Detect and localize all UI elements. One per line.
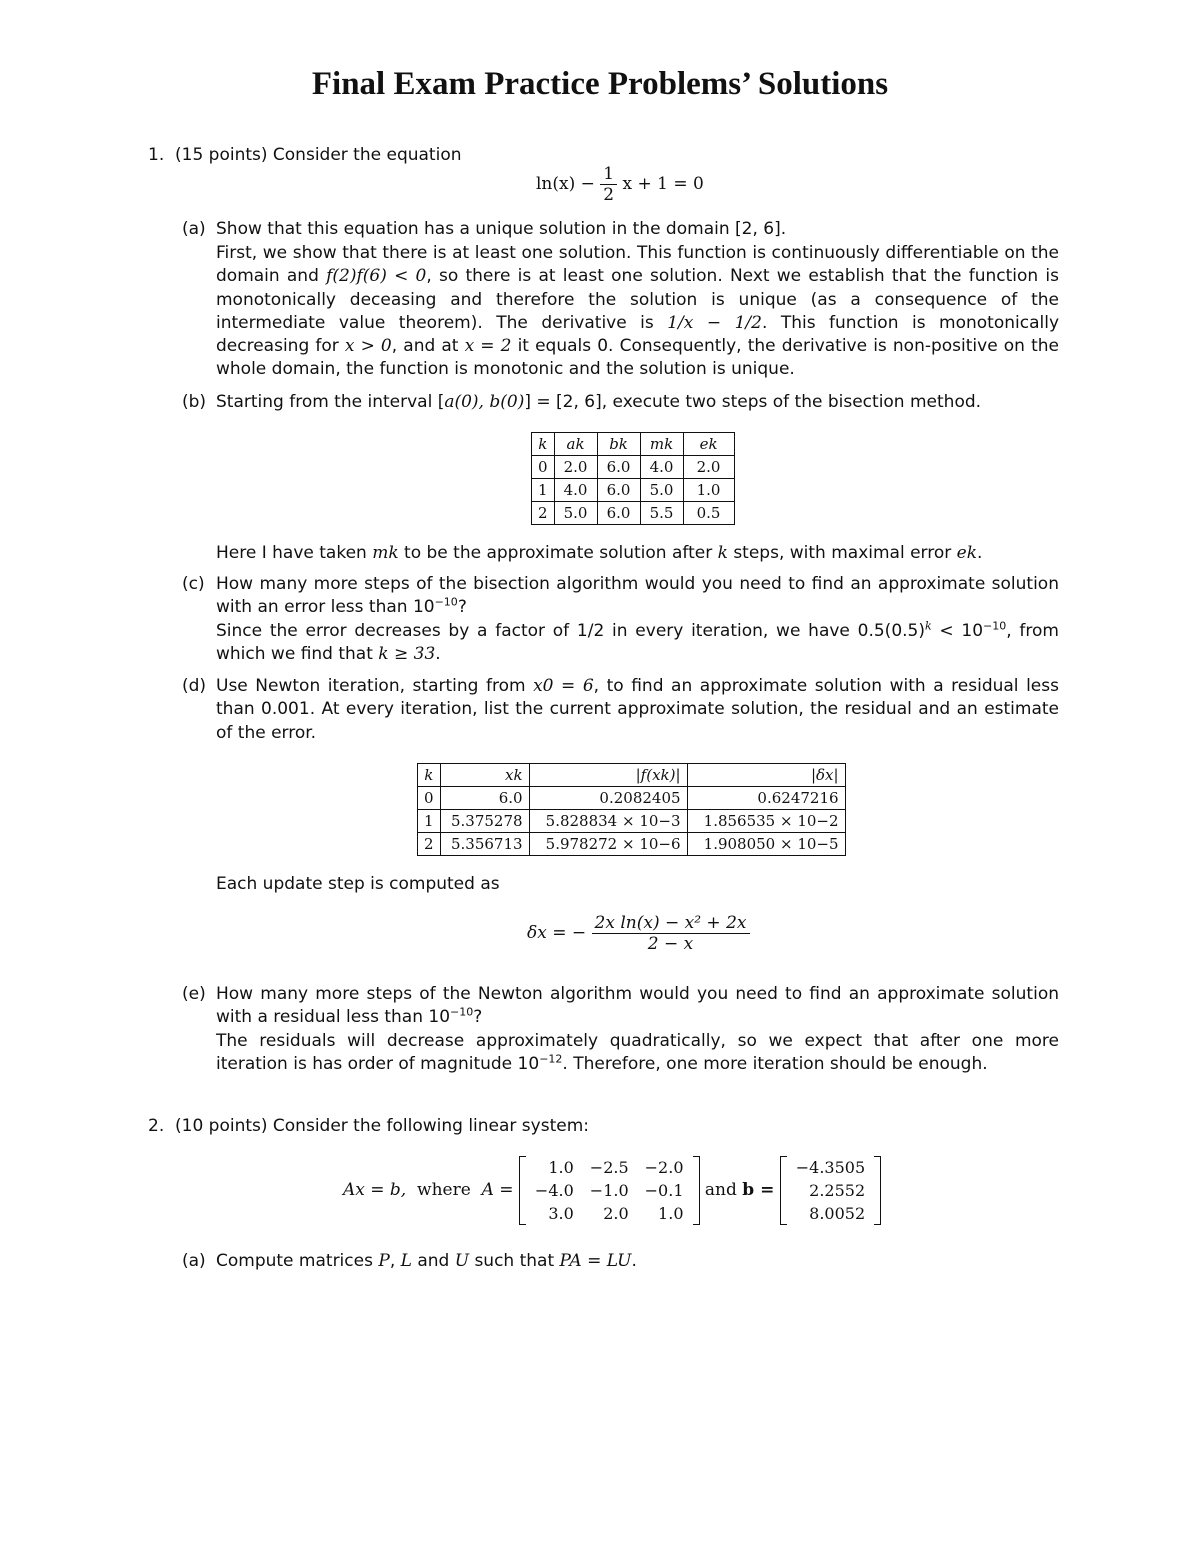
newton-table bbox=[417, 763, 846, 856]
part-1c-label: (c) bbox=[182, 574, 205, 594]
part-1c-question: How many more steps of the bisection algorithm would you need to find an approximate solution with an error less than $10^{-10}$? bbox=[216, 574, 1059, 618]
table-cell: 0 bbox=[532, 456, 555, 479]
table-header: k bbox=[418, 764, 441, 787]
table-header: bk bbox=[597, 433, 640, 456]
table-row bbox=[418, 810, 846, 833]
table-cell: 6.0 bbox=[597, 479, 640, 502]
table-cell: 4.0 bbox=[554, 479, 597, 502]
table-row bbox=[532, 479, 735, 502]
table-row bbox=[532, 502, 735, 525]
problem-1-number: 1. bbox=[148, 145, 165, 165]
part-1d-question: Use Newton iteration, starting from x0 = 6, to find an approximate solution with a residual less than 0.001. At every iteration, list the current approximate solution, the residual and an estimate of the error. bbox=[216, 676, 1059, 743]
part-1e-question: How many more steps of the Newton algorithm would you need to find an approximate solution with a residual less than $10^{-10}$? bbox=[216, 984, 1059, 1028]
problem-1-intro: (15 points) Consider the equation bbox=[175, 145, 462, 165]
part-1c-answer: Since the error decreases by a factor of 1/2 in every iteration, we have $0.5(0.5)^k < 10^{-10}$, from which we find that k ≥ 33. bbox=[216, 619, 1059, 665]
table-cell: 0.5 bbox=[683, 502, 734, 525]
table-cell: 5.375278 bbox=[440, 810, 529, 833]
matrix-a: 1.0 −2.5 −2.0 −4.0 −1.0 −0.1 3.0 2.0 1.0 bbox=[519, 1156, 700, 1225]
table-header: k bbox=[532, 433, 555, 456]
table-cell: 5.978272 × 10−6 bbox=[529, 833, 687, 856]
part-2a-label: (a) bbox=[182, 1251, 206, 1271]
problem-2-number: 2. bbox=[148, 1116, 165, 1136]
table-cell: 0 bbox=[418, 787, 441, 810]
table-cell: 6.0 bbox=[597, 502, 640, 525]
table-cell: 5.0 bbox=[554, 502, 597, 525]
table-header-row bbox=[532, 433, 735, 456]
table-header: ak bbox=[554, 433, 597, 456]
table-cell: 6.0 bbox=[597, 456, 640, 479]
table-header-row bbox=[418, 764, 846, 787]
table-cell: 6.0 bbox=[440, 787, 529, 810]
table-header: |f(xk)| bbox=[529, 764, 687, 787]
part-1b-label: (b) bbox=[182, 392, 207, 412]
table-header: mk bbox=[640, 433, 683, 456]
part-2a-question: Compute matrices P, L and U such that PA = LU. bbox=[216, 1251, 637, 1271]
part-1e-label: (e) bbox=[182, 984, 206, 1004]
table-row bbox=[418, 833, 846, 856]
table-row bbox=[532, 456, 735, 479]
table-cell: 2 bbox=[418, 833, 441, 856]
table-cell: 1 bbox=[418, 810, 441, 833]
table-cell: 1.908050 × 10−5 bbox=[687, 833, 845, 856]
table-cell: 5.5 bbox=[640, 502, 683, 525]
bisection-table bbox=[531, 432, 735, 525]
problem-1-equation: ln(x) − $\frac{1}{2}$ x + 1 = 0 bbox=[536, 164, 704, 205]
table-row bbox=[418, 787, 846, 810]
table-cell: 0.2082405 bbox=[529, 787, 687, 810]
newton-update-formula: δx = − $\frac{\text{2x ln(x) − x² + 2x}}{2 - x}$ bbox=[527, 913, 750, 954]
part-1a-question: Show that this equation has a unique solution in the domain [2, 6]. bbox=[216, 219, 787, 239]
table-cell: 1.856535 × 10−2 bbox=[687, 810, 845, 833]
table-cell: 1 bbox=[532, 479, 555, 502]
problem-2-intro: (10 points) Consider the following linear system: bbox=[175, 1116, 589, 1136]
part-1d-label: (d) bbox=[182, 676, 207, 696]
vector-b: −4.3505 2.2552 8.0052 bbox=[780, 1156, 881, 1225]
part-1b-note: Here I have taken mk to be the approximate solution after k steps, with maximal error ek. bbox=[216, 543, 983, 563]
table-cell: 5.356713 bbox=[440, 833, 529, 856]
table-cell: 2.0 bbox=[554, 456, 597, 479]
table-header: ek bbox=[683, 433, 734, 456]
linear-system: Ax = b, where A = 1.0 −2.5 −2.0 −4.0 −1.0 −0.1 3.0 2.0 1.0 and b = −4.3505 2.2552 8.0052 bbox=[343, 1156, 881, 1225]
part-1a-answer: First, we show that there is at least one solution. This function is continuously differentiable on the domain and f(2)f(6) < 0, so there is at least one solution. Next we establish that the function is monotonically deceasing and therefore the solution is unique (as a consequence of the intermediate value theorem). The derivative is 1/x − 1/2. This function is monotonically decreasing for x > 0, and at x = 2 it equals 0. Consequently, the derivative is non-positive on the whole domain, the function is monotonic and the solution is unique. bbox=[216, 243, 1059, 380]
table-cell: 4.0 bbox=[640, 456, 683, 479]
part-1d-update-text: Each update step is computed as bbox=[216, 874, 500, 894]
table-header: |δx| bbox=[687, 764, 845, 787]
table-cell: 0.6247216 bbox=[687, 787, 845, 810]
table-cell: 2.0 bbox=[683, 456, 734, 479]
part-1e-answer: The residuals will decrease approximately quadratically, so we expect that after one more iteration is has order of magnitude $10^{-12}$. Therefore, one more iteration should be enough. bbox=[216, 1031, 1059, 1075]
table-cell: 5.0 bbox=[640, 479, 683, 502]
page-title: Final Exam Practice Problems’ Solutions bbox=[311, 66, 889, 102]
part-1b-question: Starting from the interval [a(0), b(0)] = [2, 6], execute two steps of the bisection method. bbox=[216, 392, 982, 412]
part-1a-label: (a) bbox=[182, 219, 206, 239]
table-cell: 2 bbox=[532, 502, 555, 525]
table-header: xk bbox=[440, 764, 529, 787]
table-cell: 5.828834 × 10−3 bbox=[529, 810, 687, 833]
table-cell: 1.0 bbox=[683, 479, 734, 502]
